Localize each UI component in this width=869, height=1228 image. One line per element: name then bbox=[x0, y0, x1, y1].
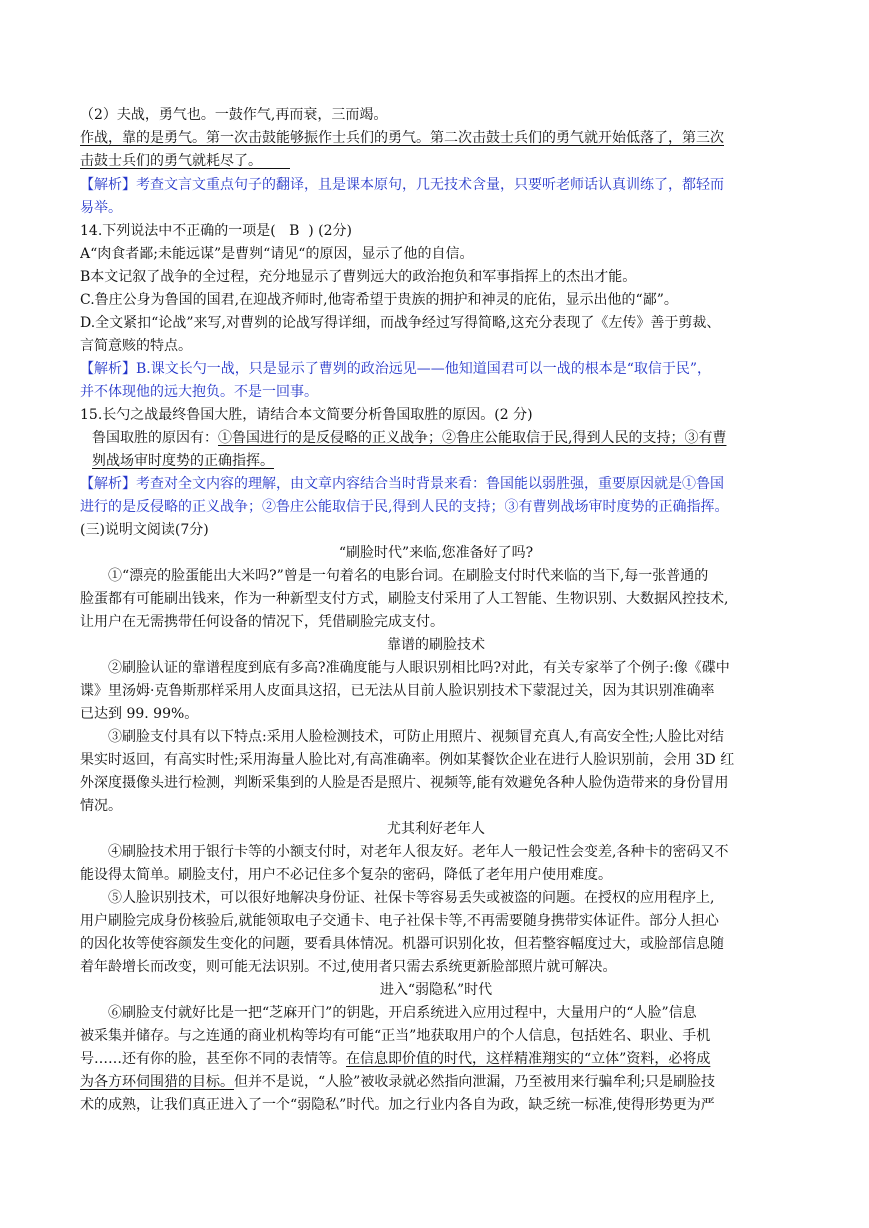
p6-line1: ⑥刷脸支付就好比是一把“芝麻开门”的钥匙，开启系统进入应用过程中，大量用户的“人脸”信息 bbox=[108, 1005, 697, 1021]
p4-line1: ④刷脸技术用于银行卡等的小额支付时，对老年人很友好。老年人一般记性会变差,各种卡的密码又不 bbox=[108, 844, 729, 860]
p6-line4-underlined: 为各方环伺围猎的目标。 bbox=[80, 1074, 234, 1090]
p6-line4-plain: 但并不是说，“人脸”被收录就必然指向泄漏，乃至被用来行骗牟利;只是刷脸技 bbox=[234, 1074, 716, 1090]
p1-line1: ①“漂亮的脸蛋能出大米吗?”曾是一句着名的电影台词。在刷脸支付时代来临的当下,每一张普通的 bbox=[108, 568, 709, 584]
p5-line4: 着年龄增长而改变，则可能无法识别。不过,使用者只需去系统更新脸部照片就可解决。 bbox=[80, 959, 617, 975]
p5-line1: ⑤人脸识别技术，可以很好地解决身份证、社保卡等容易丢失或被盗的问题。在授权的应用程序上, bbox=[108, 890, 715, 906]
q14-analysis-line2: 并不体现他的远大抱负。不是一回事。 bbox=[80, 384, 318, 400]
q13-answer-line2 bbox=[80, 150, 792, 173]
p4-line2: 能设得太简单。刷脸支付，用户不必记住多个复杂的密码，降低了老年用户使用难度。 bbox=[80, 867, 612, 883]
q13-item2: （2）夫战，勇气也。一鼓作气,再而衰，三而竭。 bbox=[80, 107, 388, 123]
subheading-weak-privacy: 进入“弱隐私”时代 bbox=[379, 982, 493, 998]
q14-option-b: B本文记叙了战争的全过程，充分地显示了曹刿远大的政治抱负和军事指挥上的杰出才能。 bbox=[80, 269, 637, 285]
p2-line2: 谍》里汤姆·克鲁斯那样采用人皮面具这招，已无法从目前人脸识别技术下蒙混过关，因为其识别准确率 bbox=[80, 683, 715, 699]
p6-line4 bbox=[80, 1071, 792, 1094]
p3-line4: 情况。 bbox=[80, 798, 122, 814]
p3-line2: 果实时返回，有高实时性;采用海量人脸比对,有高准确率。例如某餐饮企业在进行人脸识别前，会用 3D 红 bbox=[80, 752, 735, 768]
p3-line1: ③刷脸支付具有以下特点:采用人脸检测技术，可防止用照片、视频冒充真人,有高安全性;人脸比对结 bbox=[108, 729, 724, 745]
q13-analysis-line1: 【解析】考查文言文重点句子的翻译，且是课本原句，几无技术含量，只要听老师话认真训练了，都轻而 bbox=[80, 177, 724, 193]
section3-heading: (三)说明文阅读(7分) bbox=[80, 522, 209, 538]
q15-answer-underlined: ①鲁国进行的是反侵略的正义战争；②鲁庄公能取信于民,得到人民的支持；③有曹 bbox=[218, 430, 727, 446]
q15-answer-line2 bbox=[80, 450, 804, 473]
p3-line3: 外深度摄像头进行检测，判断采集到的人脸是否是照片、视频等,能有效避免各种人脸伪造带来的身份冒用 bbox=[80, 775, 729, 791]
p6-line2: 被采集并储存。与之连通的商业机构等均有可能“正当”地获取用户的个人信息，包括姓名、职业、手机 bbox=[80, 1028, 711, 1044]
q15-stem: 15.长勺之战最终鲁国大胜，请结合本文简要分析鲁国取胜的原因。(2 分) bbox=[80, 407, 533, 423]
q13-answer-line1: 作战，靠的是勇气。第一次击鼓能够振作士兵们的勇气。第二次击鼓士兵们的勇气就开始低落了，第三次 bbox=[80, 130, 724, 146]
q14-option-a: A“肉食者鄙;未能远谋”是曹刿“请见“的原因，显示了他的自信。 bbox=[80, 246, 474, 262]
p5-line3: 的因化妆等使容颜发生变化的问题，要看具体情况。机器可识别化妆，但若整容幅度过大，或脸部信息随 bbox=[80, 936, 724, 952]
q13-answer-line2-text: 击鼓士兵们的勇气就耗尽了。 bbox=[80, 153, 262, 169]
p2-line3: 已达到 99. 99%。 bbox=[80, 706, 199, 722]
q14-option-d-line2: 言简意赅的特点。 bbox=[80, 338, 192, 354]
p1-line2: 脸蛋都有可能刷出钱来，作为一种新型支付方式，刷脸支付采用了人工智能、生物识别、大数据风控技术, bbox=[80, 591, 729, 607]
p5-line2: 用户刷脸完成身份核验后,就能领取电子交通卡、电子社保卡等,不再需要随身携带实体证件。部分人担心 bbox=[80, 913, 719, 929]
q14-analysis-line1: 【解析】B.课文长勺一战，只是显示了曹刿的政治远见——他知道国君可以一战的根本是“取信于民”， bbox=[80, 361, 712, 377]
subheading-elderly: 尤其利好老年人 bbox=[387, 821, 485, 837]
q13-analysis-line2: 易举。 bbox=[80, 200, 122, 216]
q15-analysis-line2: 进行的是反侵略的正义战争；②鲁庄公能取信于民,得到人民的支持；③有曹刿战场审时度势的正确指挥。 bbox=[80, 499, 729, 515]
q15-answer-line2-text: 刿战场审时度势的正确指挥。 bbox=[92, 453, 274, 469]
q15-answer-line1 bbox=[80, 427, 804, 450]
p6-line3 bbox=[80, 1048, 792, 1071]
q15-answer-prefix: 鲁国取胜的原因有： bbox=[92, 430, 218, 446]
q14-option-d-line1: D.全文紧扣“论战”来写,对曹刿的论战写得详细，而战争经过写得简略,这充分表现了《左传》善于剪裁、 bbox=[80, 315, 721, 331]
p1-line3: 让用户在无需携带任何设备的情况下，凭借刷脸完成支付。 bbox=[80, 614, 444, 630]
q15-analysis-line1: 【解析】考查对全文内容的理解，由文章内容结合当时背景来看：鲁国能以弱胜强，重要原因就是①鲁国 bbox=[80, 476, 724, 492]
q14-option-c: C.鲁庄公身为鲁国的国君,在迎战齐师时,他寄希望于贵族的拥护和神灵的庇佑，显示出他的“鄙”。 bbox=[80, 292, 678, 308]
q14-stem: 14.下列说法中不正确的一项是( B ) (2分) bbox=[80, 223, 353, 239]
subheading-reliable-tech: 靠谱的刷脸技术 bbox=[387, 637, 485, 653]
p2-line1: ②刷脸认证的靠谱程度到底有多高?准确度能与人眼识别相比吗?对此，有关专家举了个例子:像《碟中 bbox=[108, 660, 730, 676]
p6-line3-plain: 号……还有你的脸，甚至你不同的表情等。 bbox=[80, 1051, 346, 1067]
p6-line3-underlined: 在信息即价值的时代，这样精准翔实的“立体”资料，必将成 bbox=[346, 1051, 711, 1067]
article-title: “刷脸时代”来临,您准备好了吗? bbox=[338, 545, 534, 561]
p6-line5: 术的成熟，让我们真正进入了一个“弱隐私”时代。加之行业内各自为政，缺乏统一标准,使得形势更为严 bbox=[80, 1097, 715, 1113]
